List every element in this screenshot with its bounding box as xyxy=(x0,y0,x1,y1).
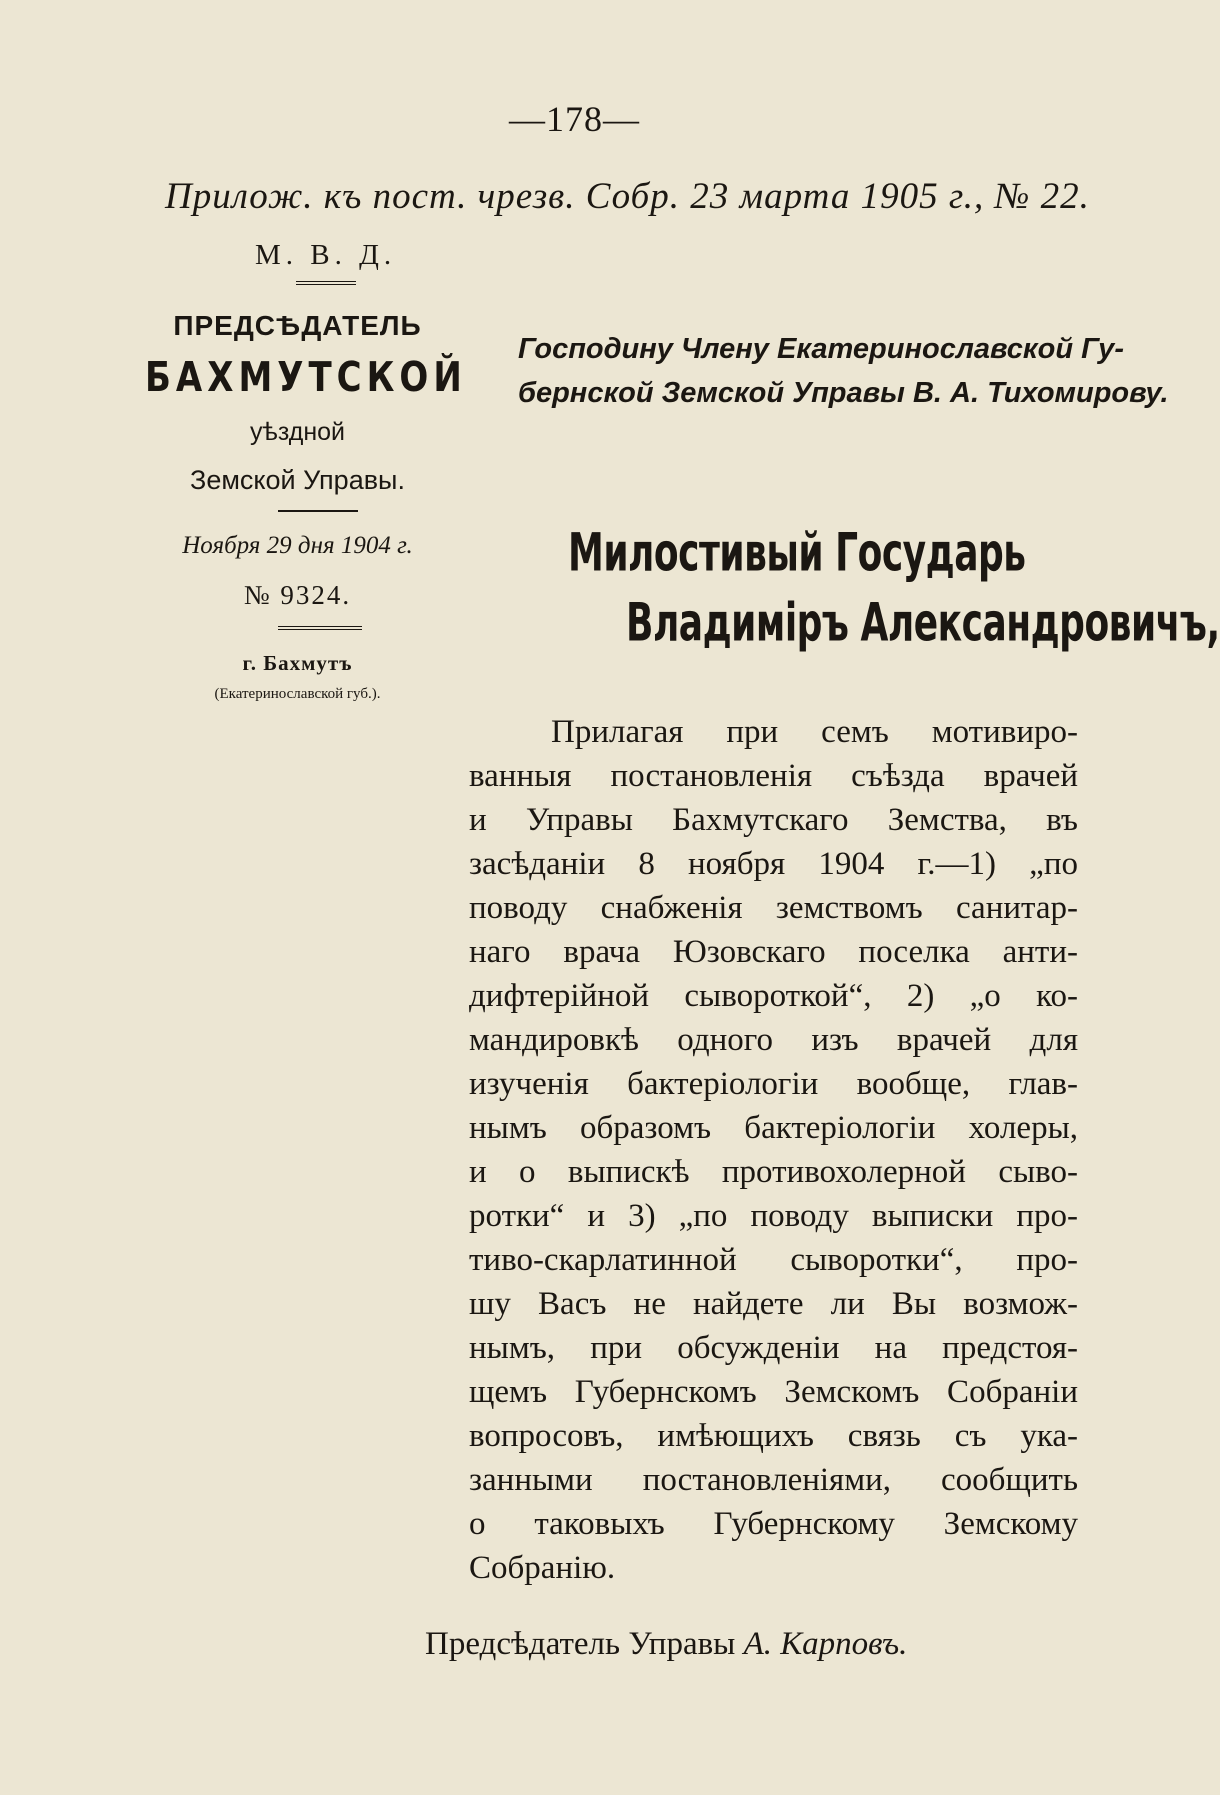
letter-city: г. Бахмутъ xyxy=(242,651,353,675)
body-line: мандировкѣ одного изъ врачей для xyxy=(469,1022,1078,1058)
addressee xyxy=(518,327,1169,415)
body-line: наго врача Юзовскаго поселка анти- xyxy=(469,934,1078,970)
body-line: вопросовъ, имѣющихъ связь съ ука- xyxy=(469,1418,1078,1454)
body-line: изученія бактеріологіи вообще, глав- xyxy=(469,1066,1078,1102)
letterhead-board: Земской Управы. xyxy=(190,465,405,495)
body-line: ванныя постановленія съѣзда врачей xyxy=(469,758,1078,794)
body-line: нымъ, при обсужденіи на предстоя- xyxy=(469,1330,1078,1366)
letter-date: Ноября 29 дня 1904 г. xyxy=(182,532,413,559)
body-line: о таковыхъ Губернскому Земскому xyxy=(469,1506,1078,1542)
letterhead-title: ПРЕДСѢДАТЕЛЬ xyxy=(173,310,422,341)
divider xyxy=(278,510,358,512)
addressee-line: Господину Члену Екатеринославской Гу- xyxy=(518,333,1124,365)
signature-title: Предсѣдатель Управы xyxy=(425,1626,736,1662)
body-line: Собранію. xyxy=(469,1550,616,1586)
body-line: и Управы Бахмутскаго Земства, въ xyxy=(469,802,1078,838)
signature xyxy=(425,1626,907,1663)
ministry-abbreviation: М. В. Д. xyxy=(255,239,397,271)
signature-name: А. Карповъ. xyxy=(743,1626,908,1662)
body-line: щемъ Губернскомъ Земскомъ Собраніи xyxy=(469,1374,1078,1410)
letter-province: (Екатеринославской губ.). xyxy=(214,686,381,702)
greeting-line: Владиміръ Александровичъ, xyxy=(626,594,1220,654)
greeting-line: Милостивый Государь xyxy=(568,524,1026,584)
body-line: тиво-скарлатинной сыворотки“, про- xyxy=(469,1242,1078,1278)
body-line: занными постановленіями, сообщить xyxy=(469,1462,1078,1498)
page-number: —178— xyxy=(509,99,640,139)
body-line: шу Васъ не найдете ли Вы возмож- xyxy=(469,1286,1078,1322)
body-line: дифтерійной сывороткой“, 2) „о ко- xyxy=(469,978,1078,1014)
body-line: нымъ образомъ бактеріологіи холеры, xyxy=(469,1110,1078,1146)
body-line: и о выпискѣ противохолерной сыво- xyxy=(469,1154,1078,1190)
divider xyxy=(278,626,362,630)
divider xyxy=(296,281,356,285)
letterhead-subtitle: уѣздной xyxy=(250,418,345,446)
addressee-line: бернской Земской Управы В. А. Тихомирову. xyxy=(518,377,1169,409)
appendix-reference: Прилож. къ пост. чрезв. Собр. 23 марта 1905 г., № 22. xyxy=(165,176,1090,217)
body-line: засѣданіи 8 ноября 1904 г.—1) „по xyxy=(469,846,1078,882)
body-line: ротки“ и 3) „по поводу выписки про- xyxy=(469,1198,1078,1234)
letter-number: № 9324. xyxy=(243,580,352,610)
letterhead-district: БАХМУТСКОЙ xyxy=(145,354,467,402)
body-line: поводу снабженія земствомъ санитар- xyxy=(469,890,1078,926)
body-line: Прилагая при семъ мотивиро- xyxy=(551,714,1078,750)
